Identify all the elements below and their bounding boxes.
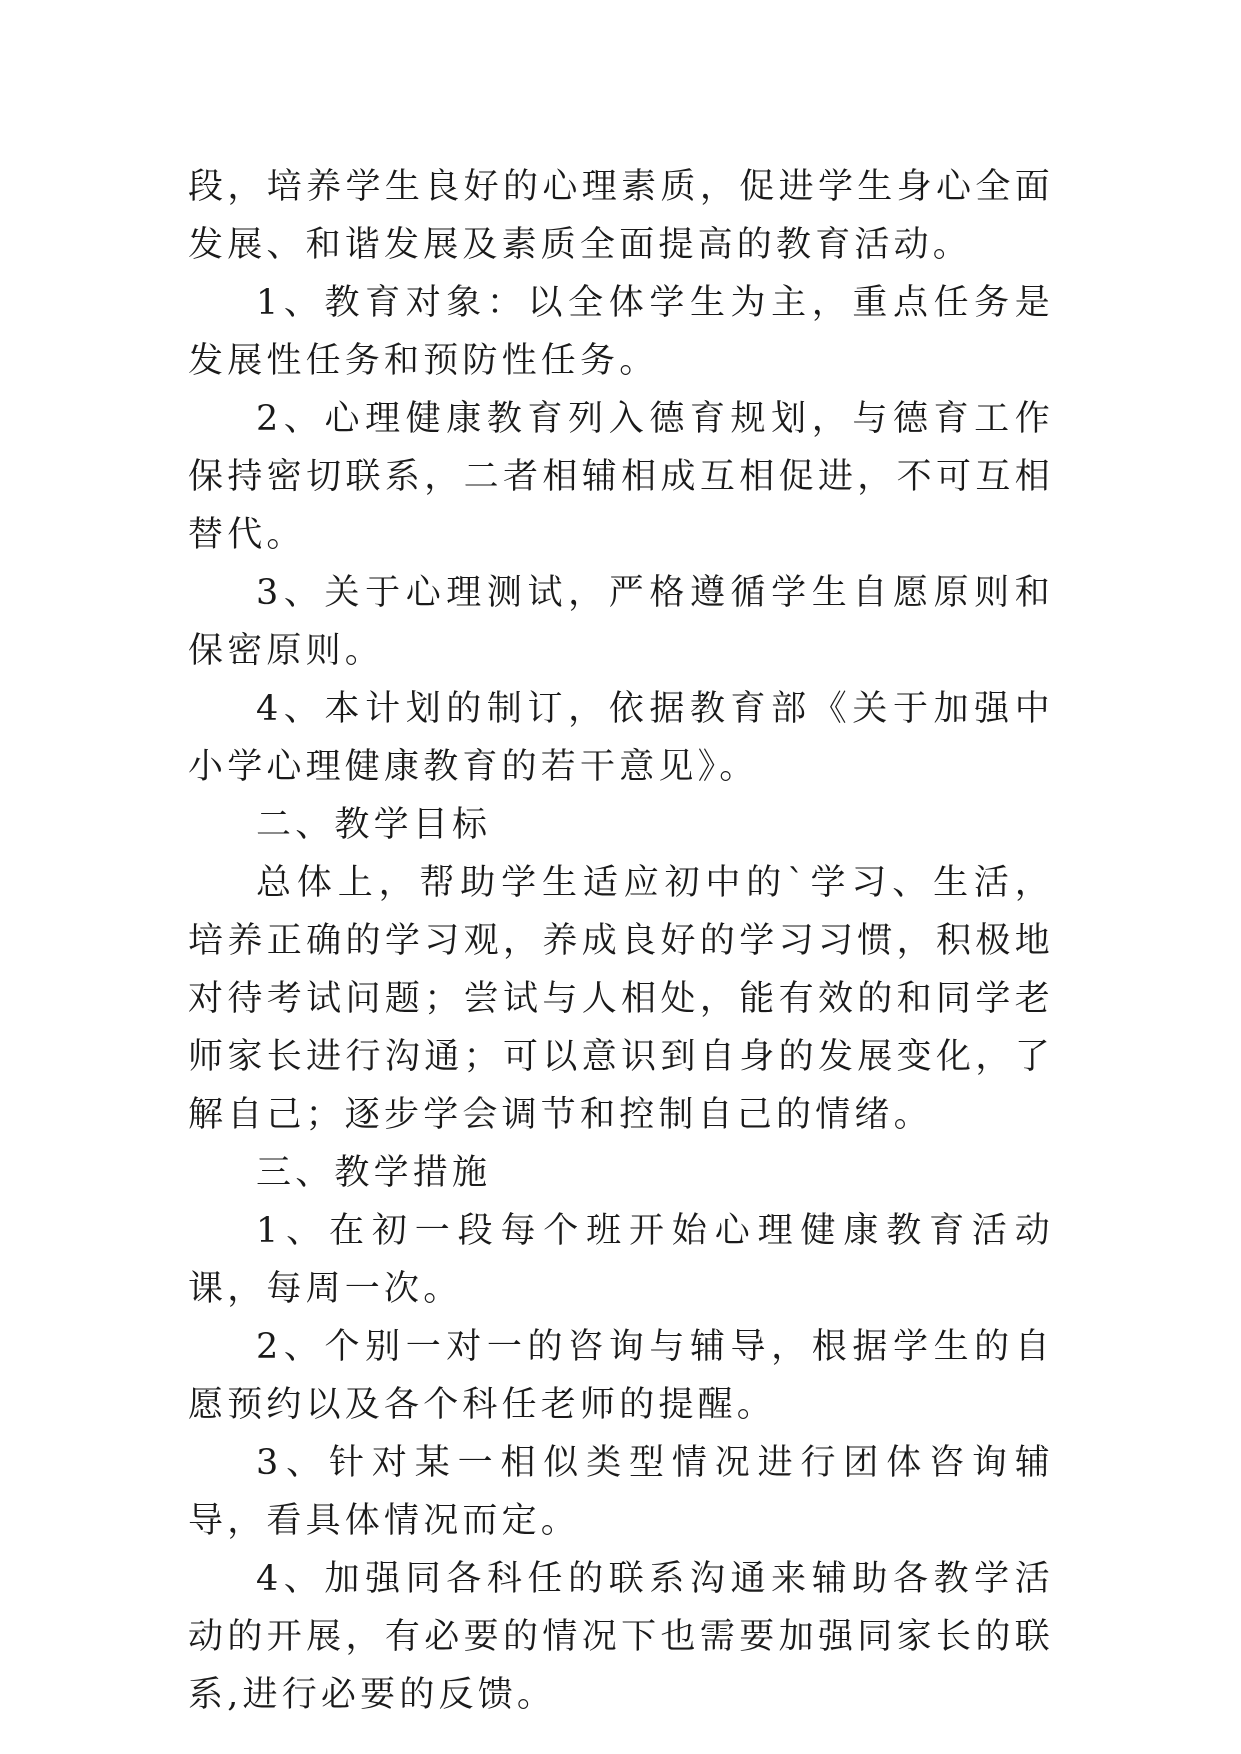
- paragraph-overall-goal: 总体上，帮助学生适应初中的`学习、生活，培养正确的学习观，养成良好的学习习惯，积极地对待考试问题；尝试与人相处，能有效的和同学老师家长进行沟通；可以意识到自身的发展变化，了解自己；逐步学会调节和控制自己的情绪。: [188, 863, 1054, 1135]
- paragraph-continuation: 段，培养学生良好的心理素质，促进学生身心全面发展、和谐发展及素质全面提高的教育活动。: [188, 167, 1054, 265]
- paragraph-item-2-moral-education: 2、心理健康教育列入德育规划，与德育工作保持密切联系，二者相辅相成互相促进，不可互相替代。: [188, 399, 1054, 555]
- paragraph-measure-2: 2、个别一对一的咨询与辅导，根据学生的自愿预约以及各个科任老师的提醒。: [188, 1327, 1054, 1425]
- paragraph-measure-3: 3、针对某一相似类型情况进行团体咨询辅导，看具体情况而定。: [188, 1443, 1054, 1541]
- document-body: [188, 158, 1054, 1724]
- section-heading-teaching-measures: 三、教学措施: [256, 1153, 492, 1193]
- paragraph-item-1-target: 1、教育对象：以全体学生为主，重点任务是发展性任务和预防性任务。: [188, 283, 1054, 381]
- paragraph-item-4-basis: 4、本计划的制订，依据教育部《关于加强中小学心理健康教育的若干意见》。: [188, 689, 1054, 787]
- paragraph-measure-4: 4、加强同各科任的联系沟通来辅助各教学活动的开展，有必要的情况下也需要加强同家长的联系,进行必要的反馈。: [188, 1559, 1054, 1715]
- section-heading-teaching-goals: 二、教学目标: [256, 805, 492, 845]
- paragraph-item-3-testing: 3、关于心理测试，严格遵循学生自愿原则和保密原则。: [188, 573, 1054, 671]
- paragraph-measure-1: 1、在初一段每个班开始心理健康教育活动课，每周一次。: [188, 1211, 1054, 1309]
